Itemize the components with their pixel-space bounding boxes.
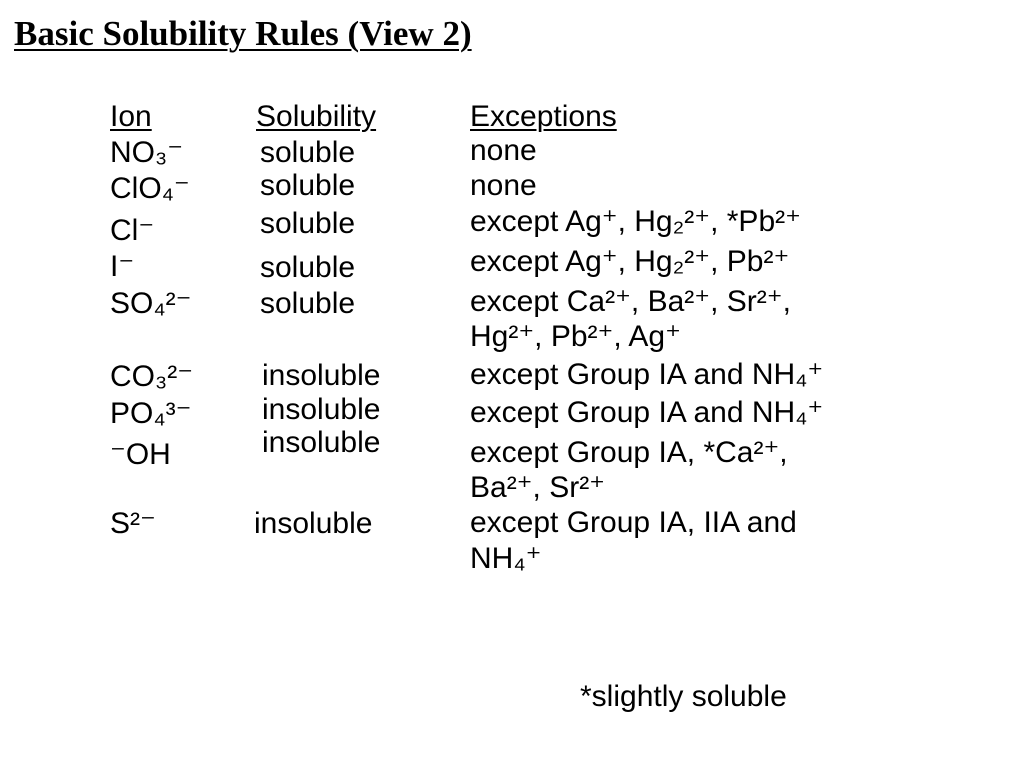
solubility-cell: soluble <box>260 207 356 240</box>
header-exceptions: Exceptions <box>470 100 617 133</box>
exception-cell: Ba²⁺, Sr²⁺ <box>470 471 606 504</box>
solubility-cell: insoluble <box>254 507 373 540</box>
exception-cell: except Group IA and NH₄⁺ <box>470 358 824 391</box>
exception-cell: except Group IA, IIA and <box>470 506 797 539</box>
exception-cell: Hg²⁺, Pb²⁺, Ag⁺ <box>470 320 681 353</box>
solubility-cell: soluble <box>260 169 356 202</box>
exception-cell: except Group IA, *Ca²⁺, <box>470 436 788 469</box>
ion-cell: PO₄³⁻ <box>110 397 192 430</box>
exception-cell: except Group IA and NH₄⁺ <box>470 396 824 429</box>
ion-cell: ⁻OH <box>110 438 171 471</box>
solubility-cell: soluble <box>260 287 356 320</box>
ion-cell: S²⁻ <box>110 507 156 540</box>
solubility-cell: soluble <box>260 251 356 284</box>
solubility-cell: insoluble <box>262 359 381 392</box>
exception-cell: none <box>470 134 537 167</box>
exception-cell: NH₄⁺ <box>470 542 542 575</box>
page-title: Basic Solubility Rules (View 2) <box>14 14 472 53</box>
ion-cell: I⁻ <box>110 250 135 283</box>
exception-cell: except Ca²⁺, Ba²⁺, Sr²⁺, <box>470 285 791 318</box>
solubility-cell: insoluble <box>262 426 381 459</box>
exception-cell: except Ag⁺, Hg₂²⁺, *Pb²⁺ <box>470 205 801 238</box>
solubility-cell: soluble <box>260 136 356 169</box>
solubility-cell: insoluble <box>262 393 381 426</box>
ion-cell: CO₃²⁻ <box>110 360 194 393</box>
exception-cell: none <box>470 169 537 202</box>
ion-cell: Cl⁻ <box>110 214 155 247</box>
footnote: *slightly soluble <box>580 680 787 713</box>
exception-cell: except Ag⁺, Hg₂²⁺, Pb²⁺ <box>470 245 790 278</box>
header-solubility: Solubility <box>256 100 377 133</box>
ion-cell: ClO₄⁻ <box>110 172 190 205</box>
ion-cell: NO₃⁻ <box>110 136 184 169</box>
header-ion: Ion <box>110 100 152 133</box>
ion-cell: SO₄²⁻ <box>110 287 192 320</box>
